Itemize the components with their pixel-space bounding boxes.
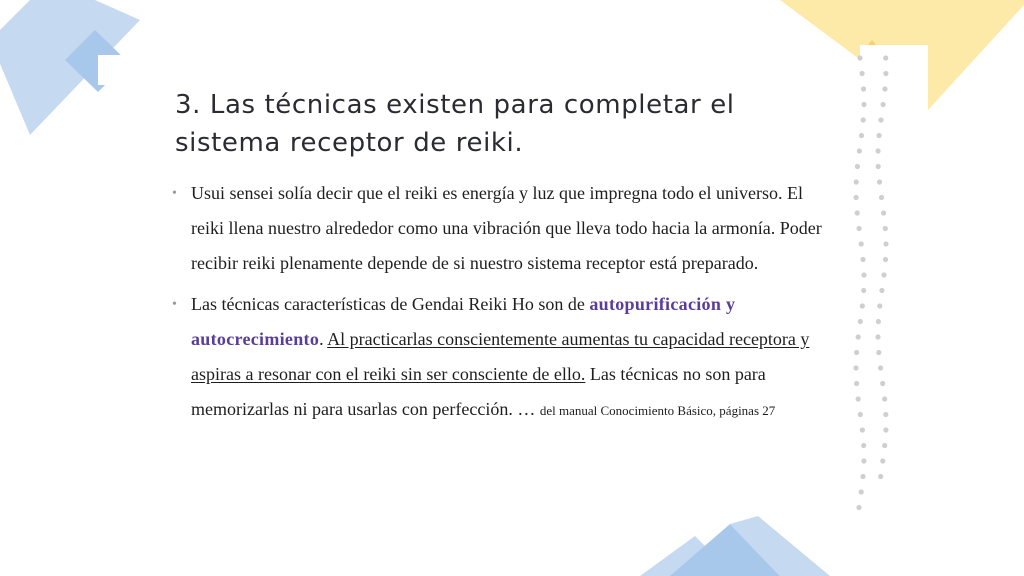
decorative-dot (860, 71, 865, 76)
decorative-dot (861, 458, 866, 463)
decorative-dot (857, 55, 862, 60)
slide-title (175, 86, 825, 162)
decorative-dot (878, 365, 883, 370)
bullet-list (172, 176, 822, 434)
dotted-pattern-decoration (850, 50, 895, 525)
decorative-dot (878, 117, 883, 122)
decorative-dot (859, 241, 864, 246)
decorative-dot (880, 458, 885, 463)
decorative-dot (855, 210, 860, 215)
decorative-dot (883, 55, 888, 60)
decorative-dot (876, 319, 881, 324)
title-line-1: 3. Las técnicas existen para completar el (175, 90, 735, 120)
decorative-dot (860, 474, 865, 479)
decorative-dot (858, 412, 863, 417)
decorative-dot (857, 148, 862, 153)
decorative-dot (859, 489, 864, 494)
decorative-dot (854, 381, 859, 386)
decorative-dot (857, 226, 862, 231)
decorative-dot (881, 272, 886, 277)
decorative-dot (861, 288, 866, 293)
decorative-dot (856, 396, 861, 401)
decorative-dot (860, 303, 865, 308)
decorative-dot (876, 148, 881, 153)
decorative-dot (881, 210, 886, 215)
decorative-dot (881, 102, 886, 107)
decorative-dot (879, 288, 884, 293)
bullet-text-2-intro: Las técnicas características de Gendai Reiki Ho son de (191, 294, 590, 314)
decorative-dot (877, 179, 882, 184)
decorative-dot (856, 505, 861, 510)
decorative-dot (883, 226, 888, 231)
decorative-dot (854, 179, 859, 184)
decorative-dot (879, 195, 884, 200)
decorative-dot (877, 303, 882, 308)
decorative-dot (855, 164, 860, 169)
decorative-dot (883, 241, 888, 246)
source-citation: del manual Conocimiento Básico, páginas 27 (539, 403, 776, 418)
decorative-dot (856, 334, 861, 339)
top-left-diamond-decoration (0, 0, 150, 140)
decorative-dot (883, 257, 888, 262)
highlighted-term: autopurificación y autocrecimiento (191, 294, 736, 349)
decorative-dot (877, 133, 882, 138)
decorative-dot (861, 117, 866, 122)
title-line-2: sistema receptor de reiki. (175, 128, 524, 158)
decorative-dot (880, 381, 885, 386)
decorative-dot (854, 195, 859, 200)
decorative-dot (859, 133, 864, 138)
decorative-dot (883, 71, 888, 76)
bullet-marker: • (172, 297, 177, 312)
decorative-dot (853, 365, 858, 370)
decorative-dot (860, 257, 865, 262)
bullet-item-2 (172, 287, 822, 428)
bullet-text-1: Usui sensei solía decir que el reiki es energía y luz que impregna todo el universo. El reiki llena nuestro alrededor como una vibración que lleva todo hacia la armonía. Poder recibir reiki plenamente depende de si nuestro sistema receptor está preparado. (191, 183, 822, 273)
decorative-dot (876, 350, 881, 355)
decorative-dot (854, 350, 859, 355)
decorative-dot (882, 396, 887, 401)
bullet-item-1 (172, 176, 822, 281)
bullet-text-2-after: Las técnicas no son para memorizarlas ni para usarlas con perfección. … (191, 364, 766, 419)
decorative-dot (883, 412, 888, 417)
decorative-dot (861, 102, 866, 107)
decorative-dot (876, 164, 881, 169)
bottom-triangle-decoration (630, 516, 830, 576)
decorative-dot (875, 334, 880, 339)
underlined-sentence: Al practicarlas conscientemente aumentas tu capacidad receptora y aspiras a resonar con el reiki sin ser consciente de ello. (191, 329, 810, 384)
decorative-dot (861, 272, 866, 277)
decorative-dot (883, 427, 888, 432)
bullet-text-2-period: . (319, 329, 328, 349)
decorative-dot (860, 427, 865, 432)
decorative-dot (861, 86, 866, 91)
bullet-marker: • (172, 186, 177, 201)
decorative-dot (878, 474, 883, 479)
decorative-dot (882, 443, 887, 448)
decorative-dot (858, 319, 863, 324)
decorative-dot (861, 443, 866, 448)
decorative-dot (882, 86, 887, 91)
